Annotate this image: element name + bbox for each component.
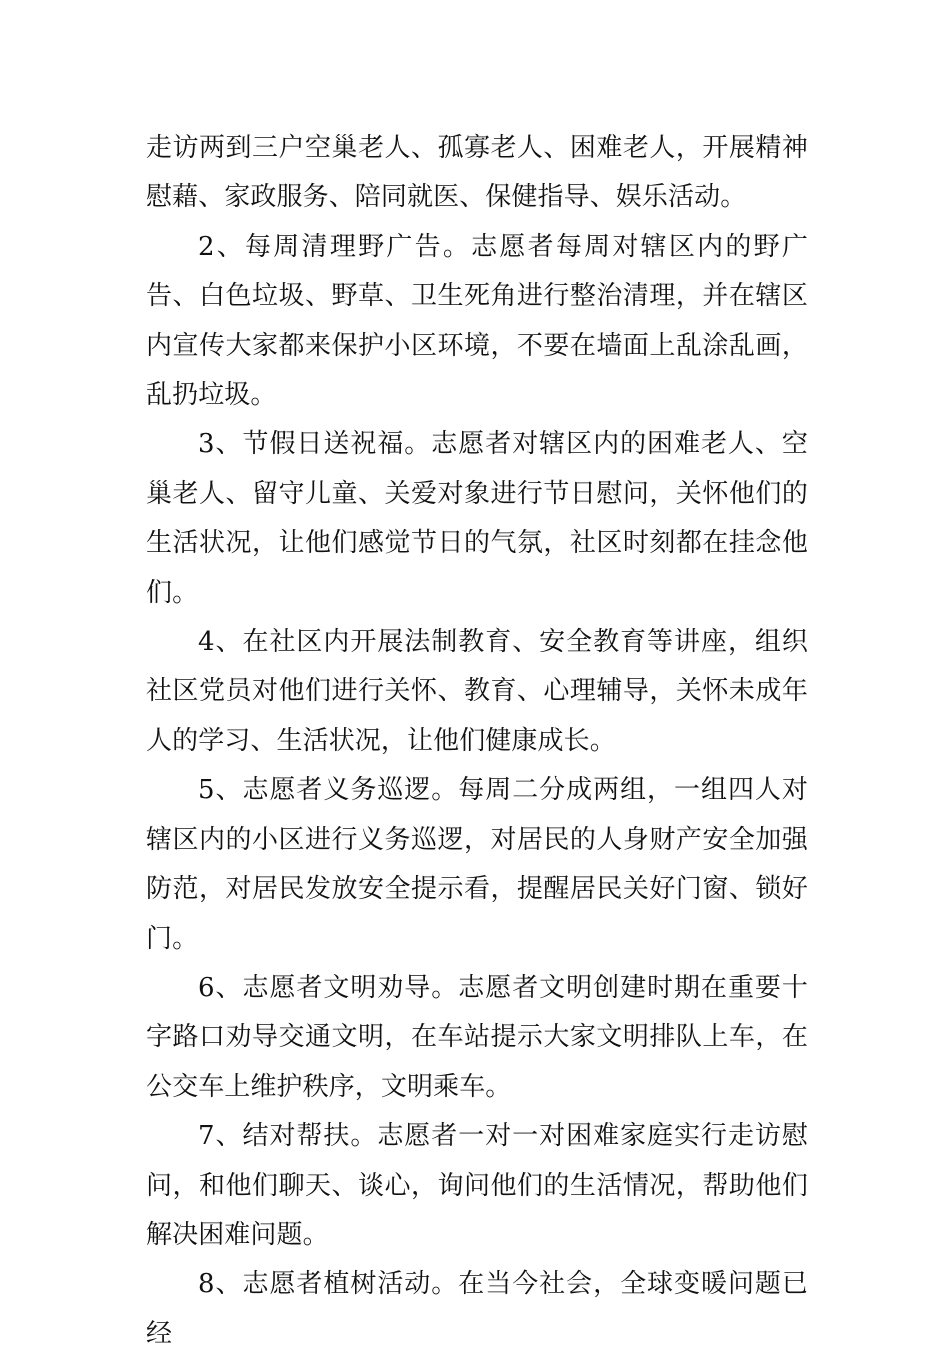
paragraph-item-2: 2、每周清理野广告。志愿者每周对辖区内的野广告、白色垃圾、野草、卫生死角进行整治清理，并在辖区内宣传大家都来保护小区环境，不要在墙面上乱涂乱画，乱扔垃圾。 bbox=[146, 231, 808, 411]
paragraph-item-3: 3、节假日送祝福。志愿者对辖区内的困难老人、空巢老人、留守儿童、关爱对象进行节日慰问，关怀他们的生活状况，让他们感觉节日的气氛，社区时刻都在挂念他们。 bbox=[146, 429, 808, 608]
paragraph-item-4: 4、在社区内开展法制教育、安全教育等讲座，组织社区党员对他们进行关怀、教育、心理辅导，关怀未成年人的学习、生活状况，让他们健康成长。 bbox=[146, 627, 808, 756]
paragraph-continuation: 走访两到三户空巢老人、孤寡老人、困难老人，开展精神慰藉、家政服务、陪同就医、保健指导、娱乐活动。 bbox=[146, 133, 808, 213]
paragraph-item-7: 7、结对帮扶。志愿者一对一对困难家庭实行走访慰问，和他们聊天、谈心，询问他们的生活情况，帮助他们解决困难问题。 bbox=[146, 1121, 808, 1250]
paragraph-item-6: 6、志愿者文明劝导。志愿者文明创建时期在重要十字路口劝导交通文明，在车站提示大家文明排队上车，在公交车上维护秩序，文明乘车。 bbox=[146, 972, 808, 1102]
paragraph-item-8: 8、志愿者植树活动。在当今社会，全球变暖问题已经 bbox=[146, 1269, 808, 1349]
document-page bbox=[146, 124, 808, 1359]
paragraph-item-5: 5、志愿者义务巡逻。每周二分成两组，一组四人对辖区内的小区进行义务巡逻，对居民的人身财产安全加强防范，对居民发放安全提示看，提醒居民关好门窗、锁好门。 bbox=[146, 775, 808, 954]
